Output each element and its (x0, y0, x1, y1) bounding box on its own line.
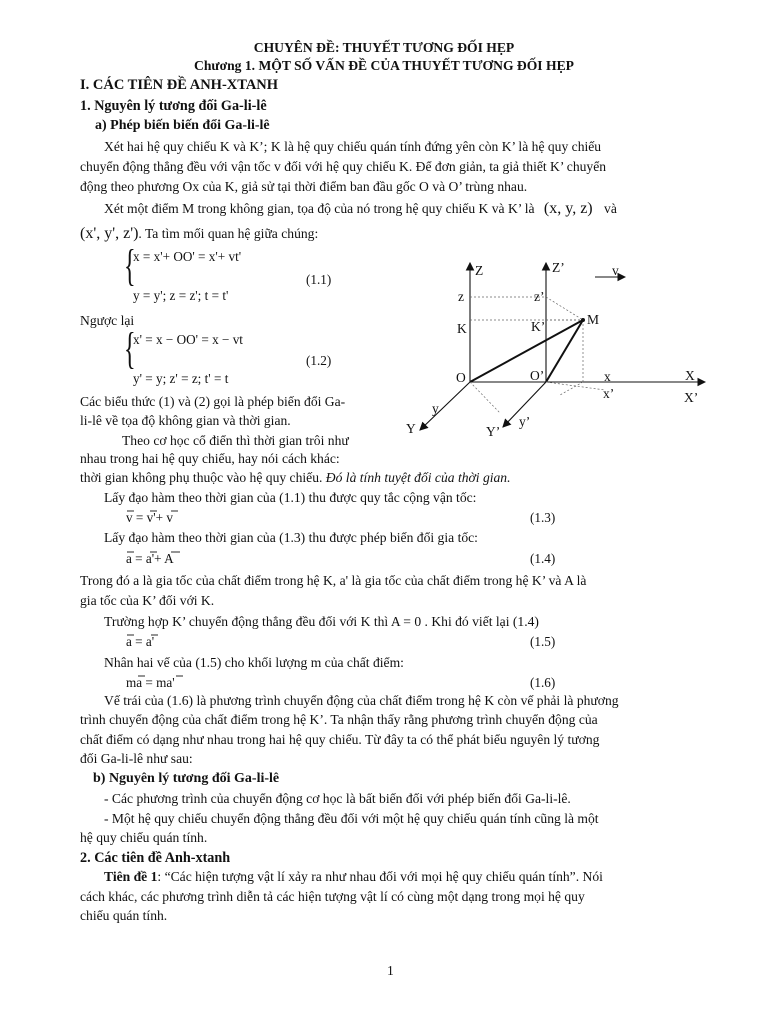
eq-1-1-row2: y = y'; z = z'; t = t' (133, 288, 229, 303)
eq-1-4: a = a'+ A (126, 551, 174, 566)
eq-1-3: v = v'+ v (126, 510, 173, 525)
eq-number-1-4: (1.4) (530, 551, 556, 566)
postulate1-label: Tiên đề 1 (104, 869, 158, 884)
label-x: x (604, 369, 611, 384)
label-Xp: X’ (684, 390, 699, 405)
eq-number-1-3: (1.3) (530, 510, 556, 525)
chapter-title: Chương 1. MỘT SỐ VẤN ĐỀ CỦA THUYẾT TƯƠNG ĐỐI HẸP (194, 58, 574, 73)
para6-line3: chất điểm có dạng như nhau trong hai hệ quy chiếu. Từ đây ta có thể phát biểu nguyên lý tương (80, 732, 600, 747)
label-Y: Y (406, 421, 416, 436)
label-z: z (458, 289, 464, 304)
label-Kp: K’ (531, 319, 546, 334)
label-v: v (612, 263, 619, 278)
bullet-2-cont: hệ quy chiếu quán tính. (80, 830, 208, 845)
para4-italic: Đó là tính tuyệt đối của thời gian. (325, 470, 511, 485)
eq-1-2-row2: y' = y; z' = z; t' = t (133, 371, 229, 386)
eq-1-6: ma = ma' (126, 675, 175, 690)
label-yp: y’ (519, 414, 531, 429)
para6-line1: Vế trái của (1.6) là phương trình chuyển động của chất điểm trong hệ K còn vế phải là phương (104, 693, 619, 708)
eq-1-2-row1: x' = x − OO' = x − vt (133, 332, 243, 347)
para1-line2: chuyển động thẳng đều với vận tốc v đối với hệ quy chiếu K. Để đơn giản, ta giả thiết K’ chuyển (80, 159, 607, 174)
para4-line1: Theo cơ học cổ điển thì thời gian trôi như (122, 433, 349, 448)
label-O: O (456, 370, 466, 385)
label-y: y (432, 401, 439, 416)
deriv1-text: Lấy đạo hàm theo thời gian của (1.1) thu được quy tắc cộng vận tốc: (104, 490, 477, 505)
subsection-title-1b: b) Nguyên lý tương đối Ga-li-lê (93, 771, 280, 786)
label-X: X (685, 368, 695, 383)
para1-line1: Xét hai hệ quy chiếu K và K’; K là hệ quy chiếu quán tính đứng yên còn K’ là hệ quy chiếu (104, 139, 602, 154)
label-Zp: Z’ (552, 260, 565, 275)
subsection-title-2: 2. Các tiên đề Anh-xtanh (80, 850, 231, 866)
bullet-2: - Một hệ quy chiếu chuyển động thẳng đều đối với một hệ quy chiếu quán tính cũng là một (104, 811, 599, 826)
deriv2-text: Lấy đạo hàm theo thời gian của (1.3) thu được phép biến đổi gia tốc: (104, 530, 478, 545)
para1-line3: động theo phương Ox của K, giả sử tại thời điểm ban đầu gốc O và O’ trùng nhau. (80, 179, 528, 194)
label-M: M (587, 312, 600, 327)
postulate1-line3: chiếu quán tính. (80, 908, 168, 923)
para2-tail: . Ta tìm mối quan hệ giữa chúng: (138, 226, 319, 241)
postulate1-line2: cách khác, các phương trình diễn tả các hiện tượng vật lí có cùng một dạng trong mọi hệ quy (80, 889, 585, 904)
label-Z: Z (475, 263, 484, 278)
brace-1: { (124, 241, 136, 290)
subsection-title-1: 1. Nguyên lý tương đối Ga-li-lê (80, 98, 267, 114)
case1-text: Trường hợp K’ chuyển động thẳng đều đối với K thì A = 0 . Khi đó viết lại (1.4) (104, 614, 539, 629)
y-axis-k (420, 382, 470, 430)
vector-OM (470, 320, 583, 382)
postulate1-text: : “Các hiện tượng vật lí xảy ra như nhau đối với mọi hệ quy chiếu quán tính”. Nói (157, 869, 603, 884)
para3-line1: Các biểu thức (1) và (2) gọi là phép biến đổi Ga- (80, 394, 346, 409)
label-Op: O’ (530, 368, 545, 383)
label-K: K (457, 321, 467, 336)
para4-text: thời gian không phụ thuộc vào hệ quy chiếu. (80, 470, 326, 485)
para2-text: Xét một điểm M trong không gian, tọa độ của nó trong hệ quy chiếu K và K’ là (104, 201, 535, 216)
eq-1-5: a = a' (126, 634, 155, 649)
coords-k: (x, y, z) (543, 200, 593, 217)
eq-1-1-row1: x = x'+ OO' = x'+ vt' (133, 249, 242, 264)
eq-number-1-5: (1.5) (530, 634, 556, 649)
brace-2: { (124, 324, 136, 373)
para4-line2: nhau trong hai hệ quy chiếu, hay nói cách khác: (80, 451, 340, 466)
eq-number-1-1: (1.1) (306, 272, 332, 287)
eq-number-1-6: (1.6) (530, 675, 556, 690)
para5-line1: Trong đó a là gia tốc của chất điểm trong hệ K, a' là gia tốc của chất điểm trong hệ K’ và A là (80, 573, 587, 588)
label-zp: z’ (534, 289, 545, 304)
coordinate-diagram (400, 255, 720, 445)
topic-title: CHUYÊN ĐỀ: THUYẾT TƯƠNG ĐỐI HẸP (253, 40, 515, 55)
para3-line2: li-lê về tọa độ không gian và thời gian. (80, 413, 291, 428)
bullet-1: - Các phương trình của chuyển động cơ học là bất biến đối với phép biến đổi Ga-li-lê. (104, 791, 571, 806)
reverse-label: Ngược lại (80, 313, 135, 328)
and-word: và (604, 201, 617, 216)
page-number: 1 (387, 963, 394, 978)
section-title: I. CÁC TIÊN ĐỀ ANH-XTANH (80, 77, 279, 93)
subsection-title-1a: a) Phép biến biến đổi Ga-li-lê (95, 118, 270, 133)
coords-kp: (x', y', z') (80, 225, 139, 242)
label-xp: x’ (603, 386, 615, 401)
label-Yp: Y’ (486, 424, 501, 439)
para5-line2: gia tốc của K’ đối với K. (80, 593, 215, 608)
case2-text: Nhân hai vế của (1.5) cho khối lượng m của chất điểm: (104, 655, 404, 670)
para6-line4: đối Ga-li-lê như sau: (80, 751, 193, 766)
para6-line2: trình chuyển động của chất điểm trong hệ K’. Ta nhận thấy rằng phương trình chuyển động của (80, 712, 598, 727)
eq-number-1-2: (1.2) (306, 353, 332, 368)
